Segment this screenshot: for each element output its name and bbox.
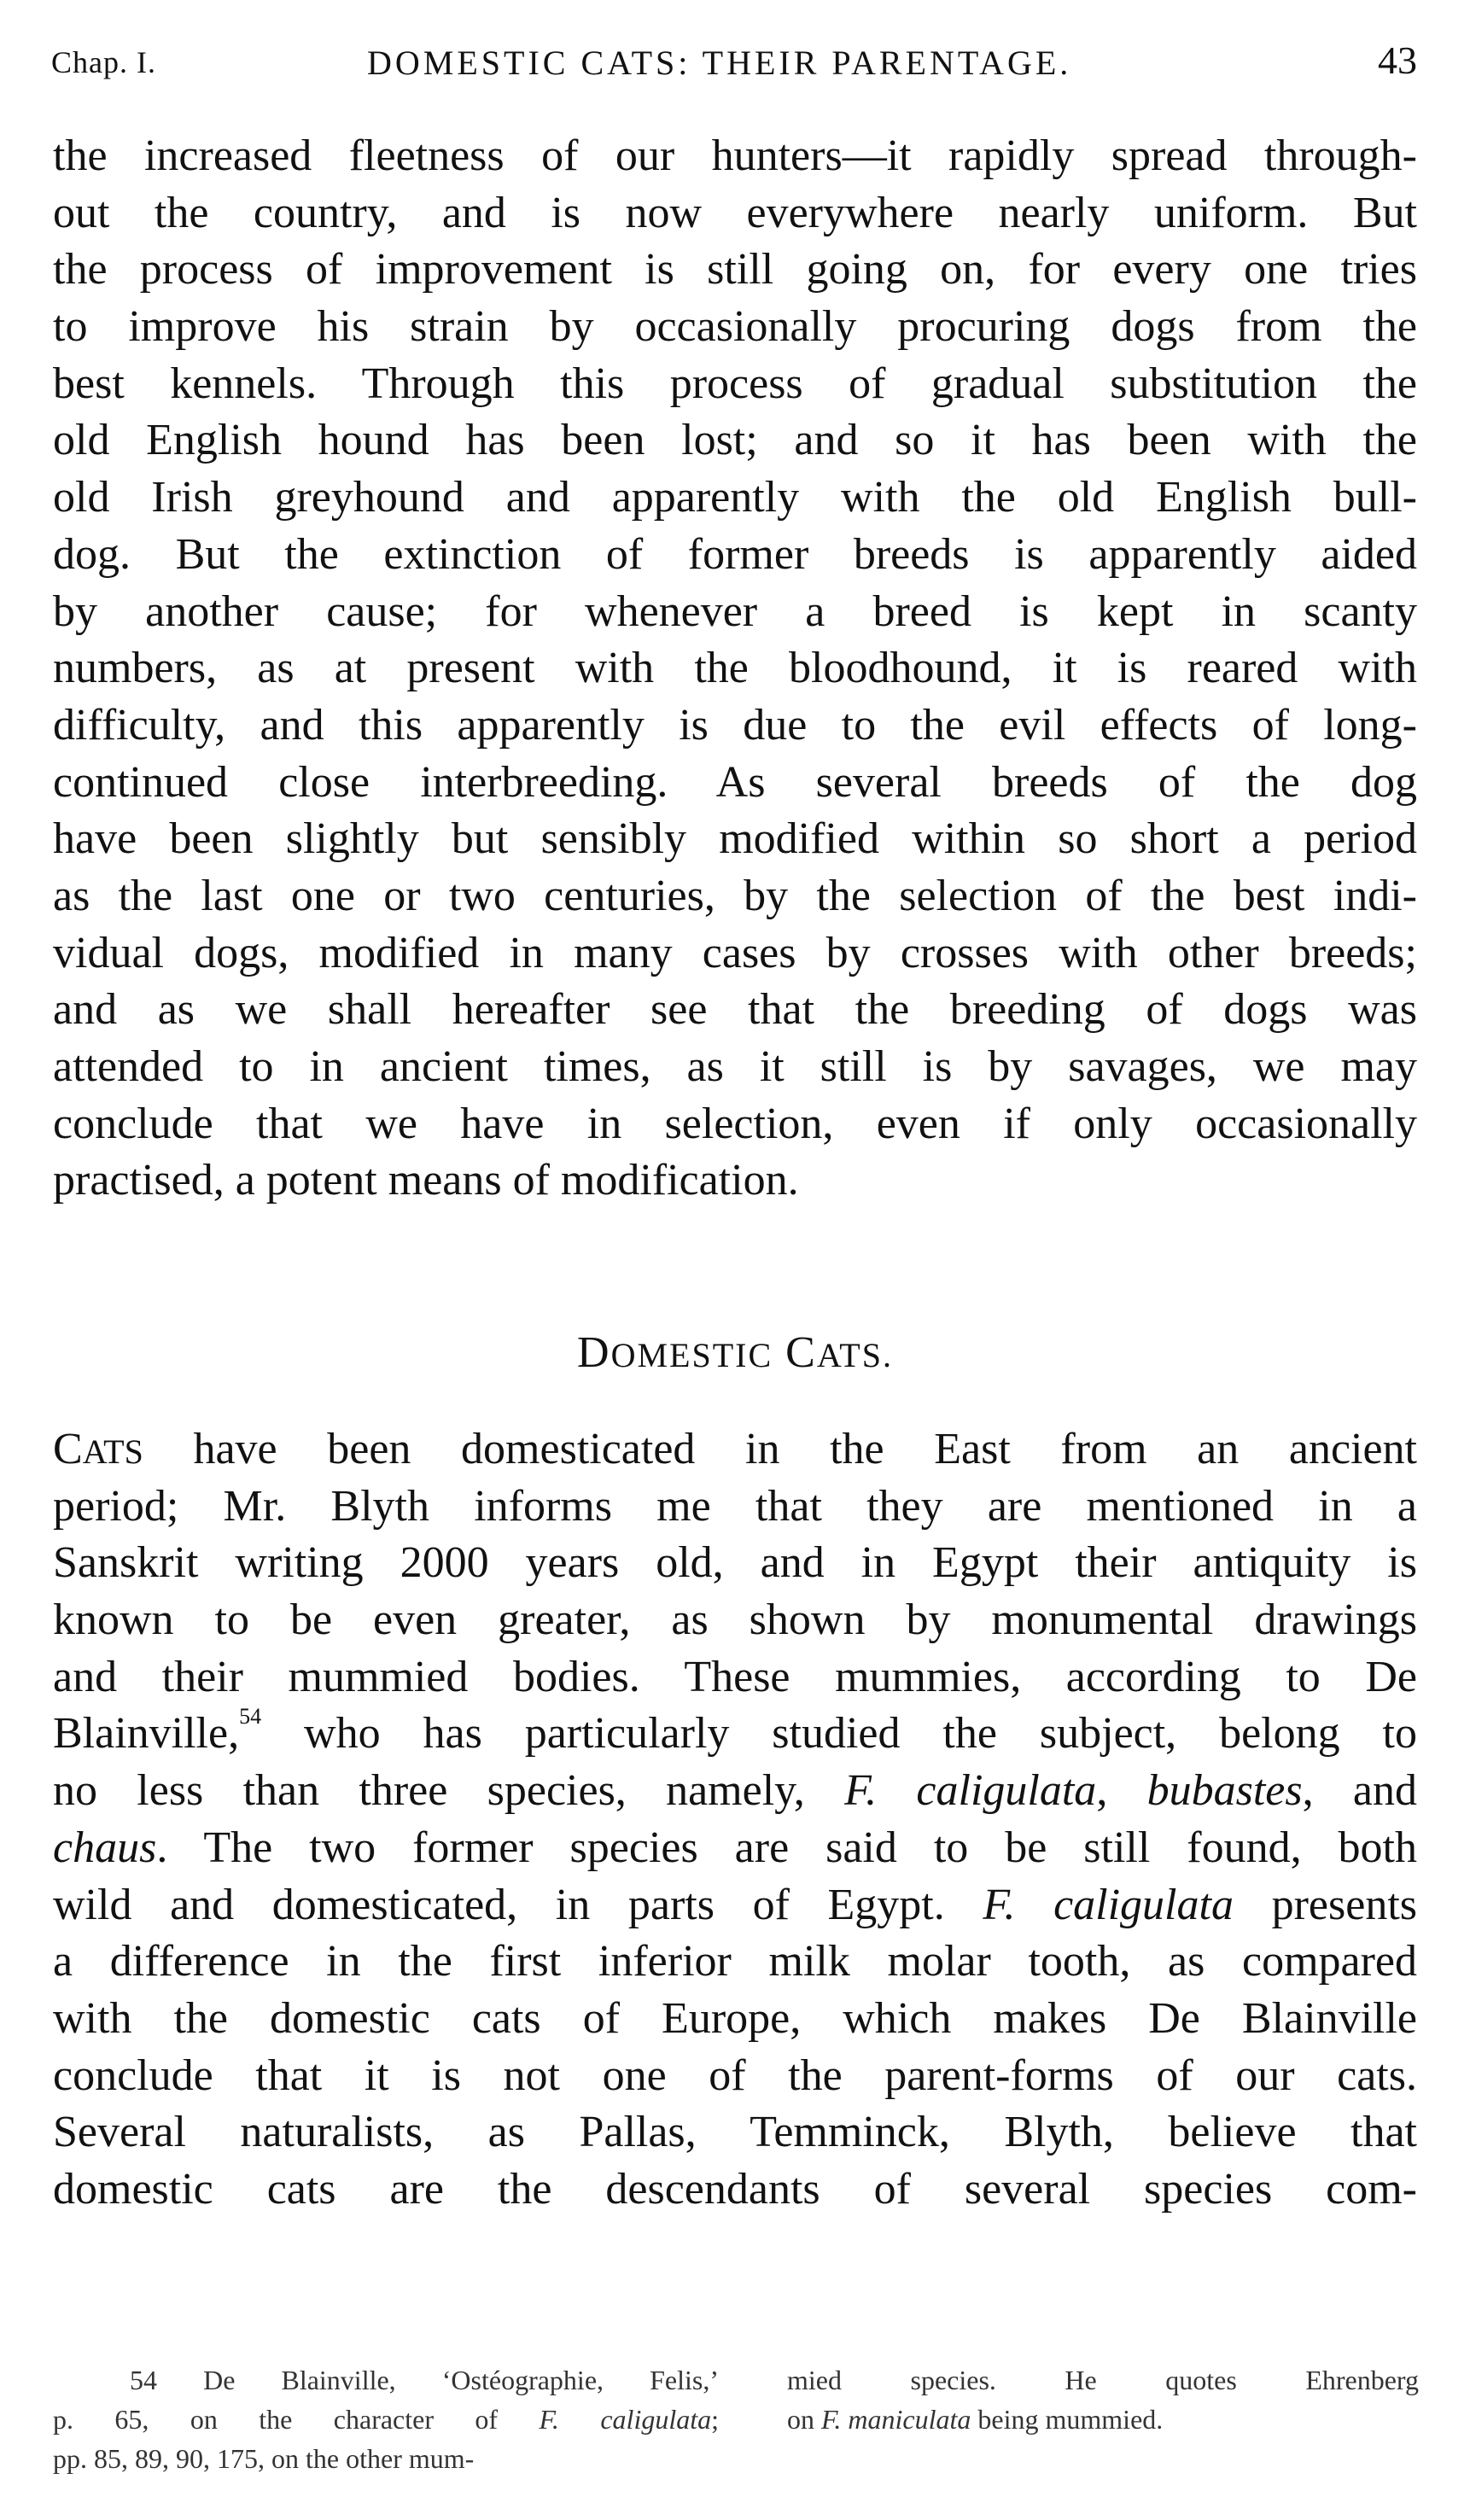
footnote-line: on F. maniculata being mummied. — [787, 2404, 1164, 2435]
footnote-line: p. 65, on the character of F. caligulata; — [53, 2404, 719, 2435]
text-line: practised, a potent means of modification. — [53, 1156, 799, 1205]
chapter-label: Chap. I. — [51, 45, 156, 79]
text-line: no less than three species, namely, F. caligulata, bubastes, and — [53, 1766, 1417, 1816]
text-line: conclude that it is not one of the parent-forms of our cats. — [53, 2050, 1417, 2100]
paragraph-cats — [53, 1421, 1417, 2219]
text-line: old Irish greyhound and apparently with the old English bull- — [53, 473, 1417, 522]
footnote-line: pp. 85, 89, 90, 175, on the other mum- — [53, 2443, 475, 2474]
text-line: best kennels. Through this process of gradual substitution the — [53, 359, 1417, 408]
section-heading — [0, 1327, 1470, 1378]
text-line: numbers, as at present with the bloodhound, it is reared with — [53, 644, 1417, 693]
running-head — [51, 38, 1417, 89]
text-line: and as we shall hereafter see that the breeding of dogs was — [53, 985, 1417, 1035]
footnote-ref: 54 — [239, 1704, 262, 1730]
text-line: Sanskrit writing 2000 years old, and in Egypt their antiquity is — [53, 1538, 1417, 1588]
text-line: wild and domesticated, in parts of Egypt. F. caligulata presents — [53, 1880, 1418, 1929]
heading-initial: D — [577, 1328, 611, 1377]
text-line: Blainville,$^{54}$ who has particularly studied the subject, belong to — [53, 1704, 1417, 1759]
heading-initial: C — [785, 1328, 817, 1377]
footnote-column-right — [787, 2360, 1419, 2439]
text-line: have been slightly but sensibly modified within so short a period — [53, 814, 1417, 864]
text-line: and their mummied bodies. These mummies, according to De — [53, 1652, 1417, 1701]
text-line: with the domestic cats of Europe, which makes De Blainville — [53, 1993, 1417, 2043]
heading-smallcaps: ATS. — [816, 1336, 893, 1374]
text-line: attended to in ancient times, as it still is by savages, we may — [53, 1042, 1417, 1091]
text-line: period; Mr. Blyth informs me that they are mentioned in a — [53, 1481, 1417, 1531]
text-line: the increased fleetness of our hunters—it rapidly spread through- — [53, 131, 1417, 180]
text-line: known to be even greater, as shown by monumental drawings — [53, 1595, 1417, 1645]
footnote-column-left — [53, 2360, 719, 2478]
page-number: 43 — [1378, 38, 1417, 82]
text-line: to improve his strain by occasionally procuring dogs from the — [53, 302, 1417, 352]
text-line: the process of improvement is still going on, for every one tries — [53, 245, 1417, 295]
paragraph-dogs — [53, 128, 1417, 1210]
text-line: domestic cats are the descendants of several species com- — [53, 2164, 1417, 2214]
running-title: DOMESTIC CATS: THEIR PARENTAGE. — [367, 44, 1072, 82]
text-line: a difference in the first inferior milk molar tooth, as compared — [53, 1937, 1417, 1986]
text-line: vidual dogs, modified in many cases by crosses with other breeds; — [53, 928, 1417, 977]
text-line: continued close interbreeding. As several breeds of the dog — [53, 757, 1417, 807]
text-line: conclude that we have in selection, even if only occasionally — [53, 1099, 1417, 1148]
footnote-line: mied species. He quotes Ehrenberg — [787, 2365, 1419, 2395]
text-line: Several naturalists, as Pallas, Temminck, Blyth, believe that — [53, 2108, 1417, 2157]
heading-smallcaps: OMESTIC — [610, 1336, 773, 1374]
footnotes — [53, 2360, 1417, 2488]
text-line: as the last one or two centuries, by the selection of the best indi- — [53, 871, 1417, 920]
text-line: old English hound has been lost; and so it has been with the — [53, 416, 1417, 465]
text-line: chaus. The two former species are said to be still found, both — [53, 1823, 1417, 1872]
text-line: difficulty, and this apparently is due to the evil effects of long- — [53, 700, 1417, 750]
text-line: out the country, and is now everywhere nearly uniform. But — [53, 188, 1417, 237]
text-line: dog. But the extinction of former breeds is apparently aided — [53, 529, 1417, 579]
text-line: by another cause; for whenever a breed is kept in scanty — [53, 586, 1417, 636]
footnote-line: 54 De Blainville, ‘Ostéographie, Felis,’ — [130, 2365, 719, 2395]
text-line: CATS have been domesticated in the East from an ancient — [53, 1425, 1417, 1473]
